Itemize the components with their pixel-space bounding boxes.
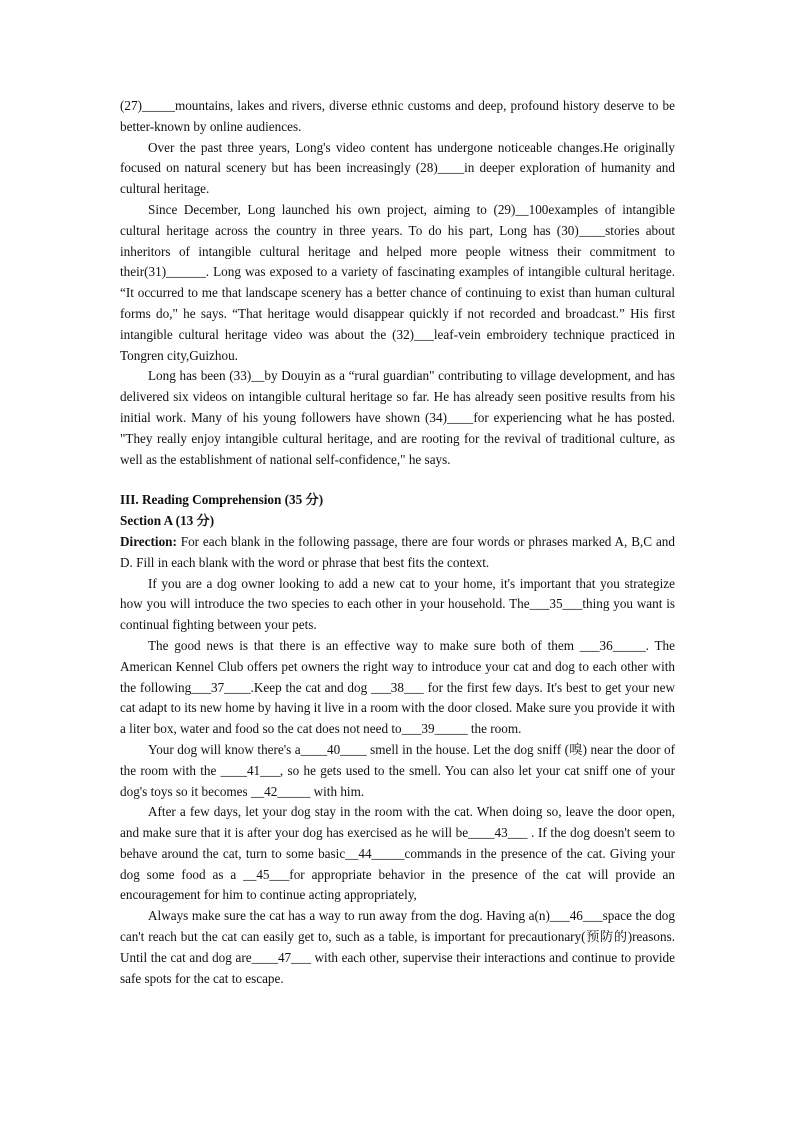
section-title: III. Reading Comprehension (35 分) <box>120 492 324 508</box>
document-page <box>120 96 675 989</box>
direction-paragraph <box>120 532 675 574</box>
passage2-paragraph-5: Always make sure the cat has a way to run away from the dog. Having a(n)___46___space the dog can't reach but the cat can easily get to, such as a table, is important for precautionary(预防的)reasons. Until the cat and dog are____47___ with each other, supervise their interactions and continue to provide safe spots for the cat to escape. <box>120 908 675 986</box>
section-spacer <box>120 470 675 490</box>
passage2-paragraph-2: The good news is that there is an effective way to make sure both of them ___36_____. The American Kennel Club offers pet owners the right way to introduce your cat and dog to each other with the following___37____.Keep the cat and dog ___38___ for the first few days. It's best to get your new cat adapt to its new home by having it live in a room with the door closed. Make sure you provide it with a liter box, water and food so the cat does not need to___39_____ the room. <box>120 637 675 737</box>
direction-text: For each blank in the following passage, there are four words or phrases marked A, B,C and D. Fill in each blank with the word or phrase that best fits the context. <box>120 533 675 570</box>
passage1-paragraph-4: Long has been (33)__by Douyin as a “rural guardian" contributing to village development, and has delivered six videos on intangible cultural heritage so far. He has already seen positive results from his initial work. Many of his young followers have shown (34)____for experiencing what he has posted. "They really enjoy intangible cultural heritage, and are rooting for the revival of traditional culture, as well as the establishment of national self-confidence," he says. <box>120 368 675 467</box>
passage1-paragraph-2: Over the past three years, Long's video content has undergone noticeable changes.He originally focused on natural scenery but has been increasingly (28)____in deeper exploration of humanity and cultural heritage. <box>120 139 675 197</box>
passage2-paragraph-3: Your dog will know there's a____40____ smell in the house. Let the dog sniff (嗅) near the door of the room with the ____41___, so he gets used to the smell. You can also let your cat sniff one of your dog's toys so it becomes __42_____ with him. <box>120 741 675 799</box>
section-a-title: Section A (13 分) <box>120 513 215 529</box>
direction-label: Direction: <box>120 533 177 549</box>
passage2-paragraph-4: After a few days, let your dog stay in the room with the cat. When doing so, leave the door open, and make sure that it is after your dog has exercised as he will be____43___ . If the dog doesn't seem to behave around the cat, turn to some basic__44_____commands in the presence of the cat. Giving your dog some food as a __45___for appropriate behavior in the presence of the cat will provide an encouragement for him to continue acting appropriately, <box>120 804 675 903</box>
passage1-paragraph-3: Since December, Long launched his own project, aiming to (29)__100examples of intangible cultural heritage across the country in three years. To do his part, Long has (30)____stories about inheritors of intangible cultural heritage and helped more people witness their commitment to their(31)______. Long was exposed to a variety of fascinating examples of intangible cultural heritage. “It occurred to me that landscape scenery has a better chance of continuing to exist than human cultural forms do," he says. “That heritage would disappear quickly if not recorded and broadcast.” His first intangible cultural heritage video was about the (32)___leaf-vein embroidery technique practiced in Tongren city,Guizhou. <box>120 201 675 363</box>
passage1-paragraph-1: (27)_____mountains, lakes and rivers, diverse ethnic customs and deep, profound history deserve to be better-known by online audiences. <box>120 98 675 134</box>
passage2-paragraph-1: If you are a dog owner looking to add a new cat to your home, it's important that you strategize how you will introduce the two species to each other in your household. The___35___thing you want is continual fighting between your pets. <box>120 575 675 633</box>
